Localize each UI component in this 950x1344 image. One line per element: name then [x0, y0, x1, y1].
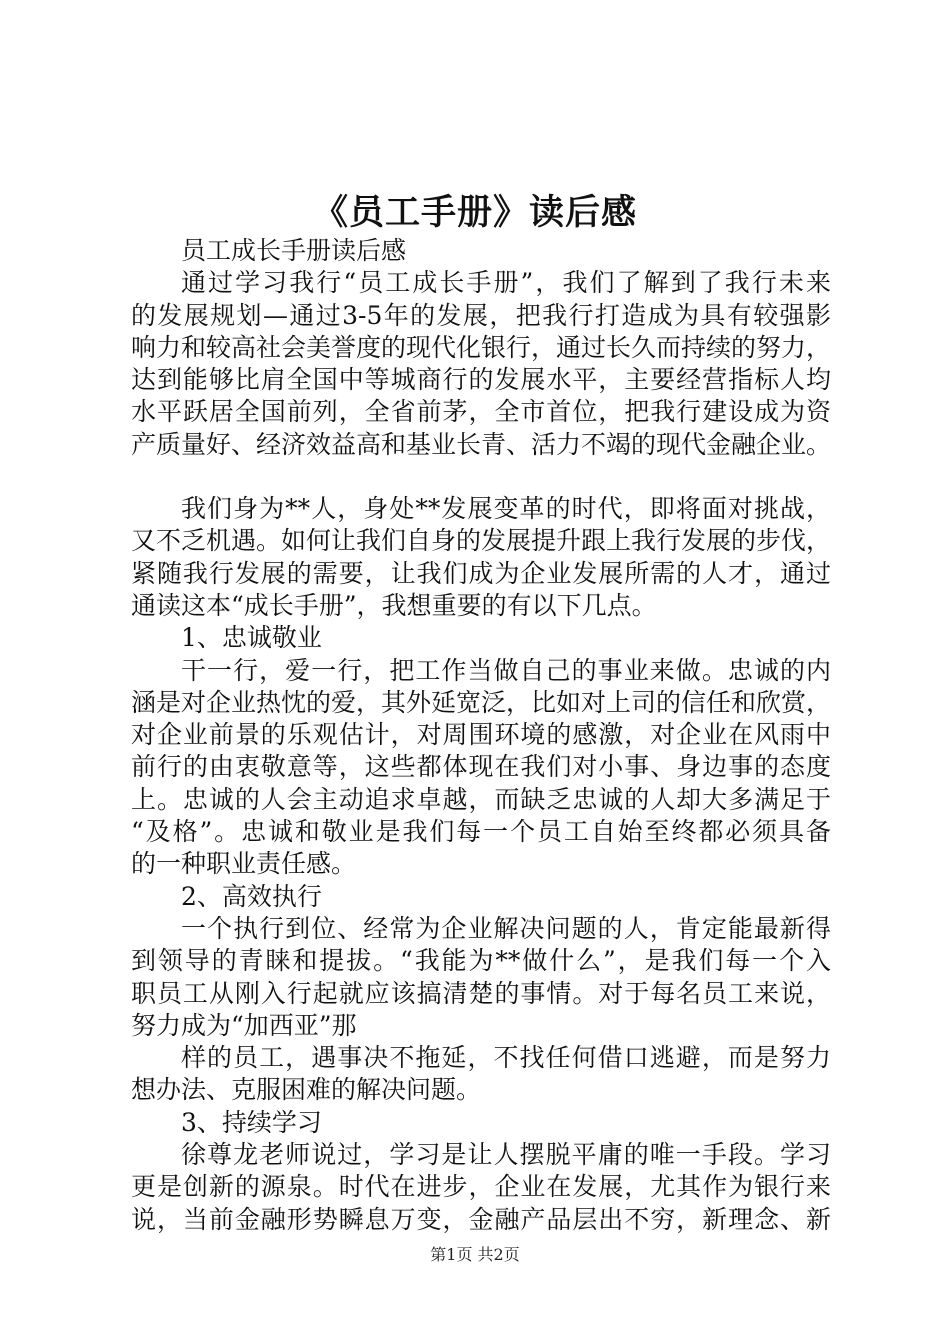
paragraph-gap	[131, 461, 831, 493]
document-body	[131, 235, 831, 1236]
text-line: 样的员工，遇事决不拖延，不找任何借口逃避，而是努力	[181, 1043, 831, 1073]
text-line: 的发展规划—通过3-5年的发展，把我行打造成为具有较强影	[131, 300, 831, 330]
text-line: 一个执行到位、经常为企业解决问题的人，肯定能最新得	[181, 913, 831, 943]
text-line: 前行的由衷敬意等，这些都体现在我们对小事、身边事的态度	[131, 752, 831, 782]
text-line: 干一行，爱一行，把工作当做自己的事业来做。忠诚的内	[181, 655, 831, 685]
text-line: 响力和较高社会美誉度的现代化银行，通过长久而持续的努力，	[131, 332, 832, 362]
text-line: 说，当前金融形势瞬息万变，金融产品层出不穷，新理念、新	[131, 1204, 831, 1234]
text-line: 我们身为**人，身处**发展变革的时代，即将面对挑战，	[181, 494, 831, 524]
text-line: 徐尊龙老师说过，学习是让人摆脱平庸的唯一手段。学习	[181, 1140, 831, 1170]
text-line: 更是创新的源泉。时代在进步，企业在发展，尤其作为银行来	[131, 1172, 831, 1202]
text-line: 的一种职业责任感。	[131, 849, 357, 879]
text-line: 努力成为“加西亚”那	[131, 1010, 357, 1040]
text-line: 通过学习我行“员工成长手册”，我们了解到了我行未来	[181, 268, 831, 298]
text-line: 水平跃居全国前列，全省前茅，全市首位，把我行建设成为资	[131, 397, 831, 427]
text-line: 通读这本“成长手册”，我想重要的有以下几点。	[131, 590, 657, 620]
text-line: 对企业前景的乐观估计，对周围环境的感激，对企业在风雨中	[131, 720, 831, 750]
text-line: 又不乏机遇。如何让我们自身的发展提升跟上我行发展的步伐，	[131, 526, 832, 556]
text-line: 想办法、克服困难的解决问题。	[131, 1075, 482, 1105]
text-line: 1、忠诚敬业	[181, 623, 322, 653]
text-line: 紧随我行发展的需要，让我们成为企业发展所需的人才，通过	[131, 558, 831, 588]
page-footer: 第1页 共2页	[430, 1245, 520, 1264]
text-line: 2、高效执行	[181, 881, 322, 911]
text-line: 上。忠诚的人会主动追求卓越，而缺乏忠诚的人却大多满足于	[131, 784, 831, 814]
text-line: “及格”。忠诚和敬业是我们每一个员工自始至终都必须具备	[131, 817, 831, 847]
document-title: 《员工手册》读后感	[312, 193, 637, 233]
text-line: 到领导的青睐和提拔。“我能为**做什么”，是我们每一个入	[131, 946, 831, 976]
text-line: 员工成长手册读后感	[181, 236, 407, 265]
text-line: 达到能够比肩全国中等城商行的发展水平，主要经营指标人均	[131, 365, 831, 395]
text-line: 涵是对企业热忱的爱，其外延宽泛，比如对上司的信任和欣赏，	[131, 687, 832, 717]
text-line: 3、持续学习	[181, 1107, 322, 1137]
text-line: 职员工从刚入行起就应该搞清楚的事情。对于每名员工来说，	[131, 978, 831, 1008]
text-line: 产质量好、经济效益高和基业长青、活力不竭的现代金融企业。	[131, 429, 832, 459]
